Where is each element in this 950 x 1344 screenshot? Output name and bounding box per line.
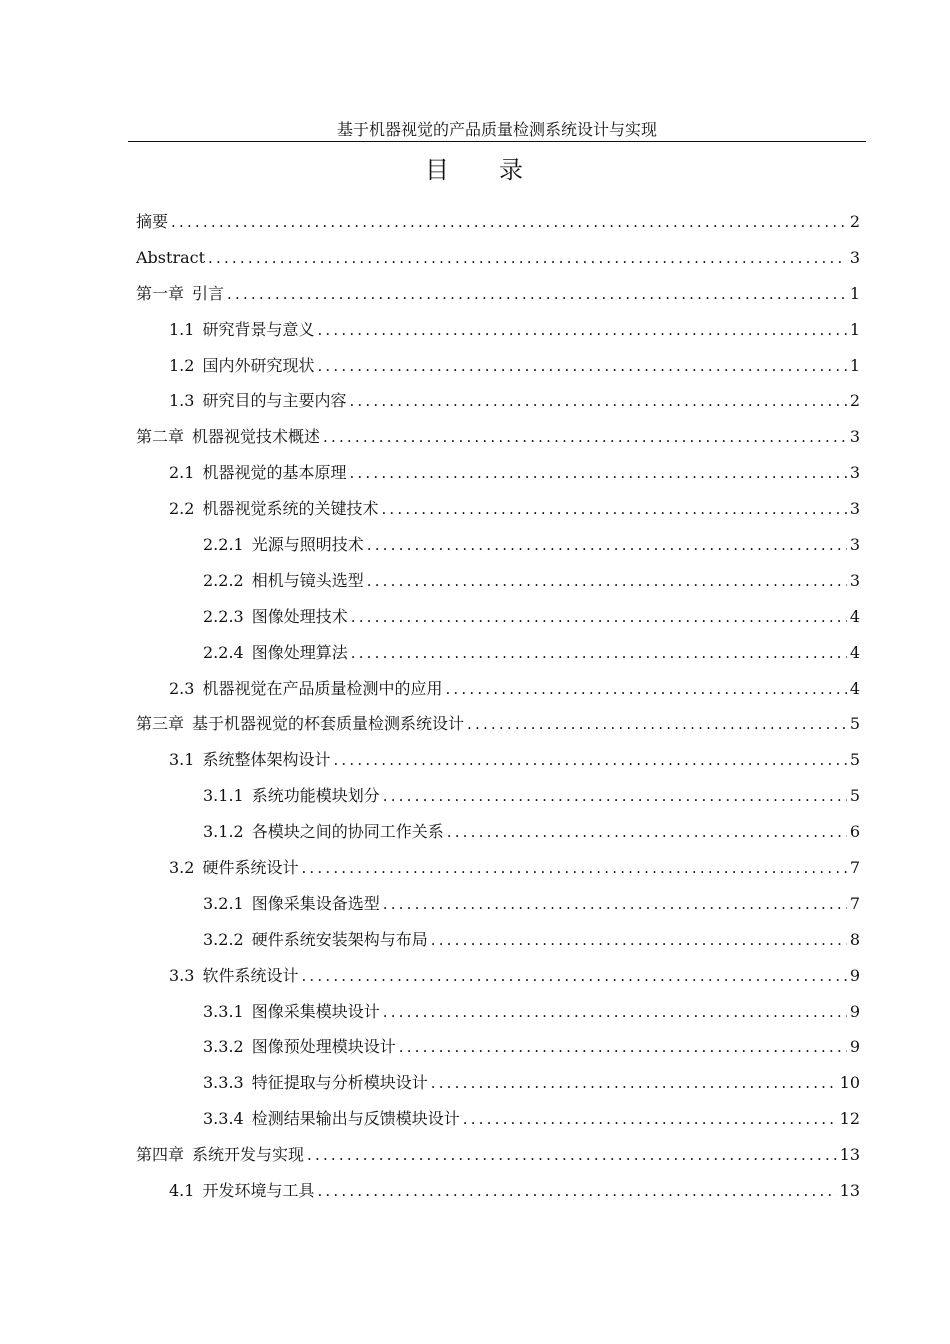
toc-entry-label: 研究背景与意义 [202, 319, 315, 339]
toc-entry-page: 7 [849, 858, 860, 878]
toc-entry-title [136, 706, 464, 742]
toc-entry[interactable] [0, 240, 950, 276]
toc-entry-number: 3.2 [169, 858, 195, 878]
toc-entry[interactable] [0, 1101, 950, 1137]
toc-list [0, 204, 950, 1209]
toc-entry-label: 各模块之间的协同工作关系 [251, 822, 444, 842]
toc-entry-label: 系统整体架构设计 [202, 750, 331, 770]
running-header: 基于机器视觉的产品质量检测系统设计与实现 [128, 119, 866, 142]
toc-entry[interactable] [0, 778, 950, 814]
toc-dot-leader [381, 492, 846, 528]
toc-entry[interactable] [0, 706, 950, 742]
toc-entry-page: 13 [839, 1145, 860, 1165]
toc-entry-title [169, 1173, 314, 1209]
toc-entry[interactable] [0, 419, 950, 455]
toc-dot-leader [367, 564, 847, 600]
toc-entry-number: 3.1.2 [203, 822, 244, 842]
toc-entry-label: 图像预处理模块设计 [251, 1037, 396, 1057]
toc-entry-page: 1 [849, 283, 860, 303]
toc-entry-number: 2.3 [169, 678, 195, 698]
toc-entry[interactable] [0, 563, 950, 599]
toc-entry-page: 3 [849, 463, 860, 483]
toc-entry-number: 2.2.2 [203, 570, 244, 590]
toc-entry-title [203, 563, 364, 599]
toc-entry-title [169, 348, 314, 384]
toc-dot-leader [351, 600, 847, 636]
toc-entry[interactable] [0, 1173, 950, 1209]
toc-entry-number: 1.3 [169, 391, 195, 411]
toc-entry[interactable] [0, 742, 950, 778]
toc-dot-leader [307, 1138, 837, 1174]
toc-entry[interactable] [0, 455, 950, 491]
toc-dot-leader [431, 1066, 837, 1102]
toc-entry-title [203, 778, 380, 814]
toc-entry-number: 2.2 [169, 499, 195, 519]
toc-entry-title [169, 383, 346, 419]
toc-entry-page: 3 [849, 535, 860, 555]
toc-dot-leader [367, 528, 847, 564]
toc-title [0, 154, 950, 186]
toc-entry[interactable] [0, 527, 950, 563]
toc-entry-label: 基于机器视觉的杯套质量检测系统设计 [192, 714, 465, 734]
toc-entry-title [169, 850, 298, 886]
toc-dot-leader [431, 923, 847, 959]
toc-title-char-1: 目 [425, 156, 451, 184]
toc-entry-title [203, 1065, 428, 1101]
toc-entry-title [169, 742, 330, 778]
toc-dot-leader [301, 959, 846, 995]
toc-entry-page: 3 [849, 499, 860, 519]
toc-entry[interactable] [0, 312, 950, 348]
toc-entry-title [203, 1029, 396, 1065]
toc-entry-title [203, 886, 380, 922]
toc-entry-label: 图像采集设备选型 [251, 893, 380, 913]
toc-entry[interactable] [0, 491, 950, 527]
toc-entry-page: 7 [849, 893, 860, 913]
toc-dot-leader [383, 995, 847, 1031]
toc-dot-leader [399, 1030, 847, 1066]
toc-entry[interactable] [0, 994, 950, 1030]
toc-entry[interactable] [0, 1029, 950, 1065]
toc-entry-page: 9 [849, 1037, 860, 1057]
toc-dot-leader [323, 420, 847, 456]
toc-entry-number: 2.1 [169, 463, 195, 483]
toc-entry-title [136, 1137, 304, 1173]
toc-entry-number: 2.2.4 [203, 642, 244, 662]
toc-entry[interactable] [0, 886, 950, 922]
toc-dot-leader [467, 707, 847, 743]
toc-entry[interactable] [0, 635, 950, 671]
toc-entry-label: 相机与镜头选型 [251, 570, 364, 590]
toc-entry-label: 特征提取与分析模块设计 [251, 1073, 428, 1093]
toc-entry-page: 4 [849, 642, 860, 662]
toc-entry-label: 光源与照明技术 [251, 535, 364, 555]
toc-dot-leader [317, 1174, 836, 1210]
toc-entry-label: 硬件系统设计 [202, 858, 299, 878]
toc-entry[interactable] [0, 814, 950, 850]
toc-dot-leader [349, 456, 846, 492]
toc-entry-page: 6 [849, 822, 860, 842]
toc-entry-title [169, 312, 314, 348]
toc-entry-page: 9 [849, 965, 860, 985]
toc-entry-number: 3.3.3 [203, 1073, 244, 1093]
toc-entry-label: 开发环境与工具 [202, 1181, 315, 1201]
toc-entry-title [203, 635, 348, 671]
toc-entry[interactable] [0, 348, 950, 384]
toc-entry-label: 软件系统设计 [202, 965, 299, 985]
toc-dot-leader [383, 887, 847, 923]
toc-entry[interactable] [0, 204, 950, 240]
toc-entry-number: 3.3.4 [203, 1109, 244, 1129]
toc-entry[interactable] [0, 1137, 950, 1173]
toc-entry-label: 机器视觉系统的关键技术 [202, 499, 379, 519]
toc-entry-label: 图像处理技术 [251, 606, 348, 626]
toc-entry-number: 3.3 [169, 965, 195, 985]
toc-entry-title [203, 922, 428, 958]
toc-entry-label: 机器视觉技术概述 [192, 427, 321, 447]
toc-entry-title [136, 276, 224, 312]
toc-entry-label: 国内外研究现状 [202, 355, 315, 375]
toc-entry-page: 8 [849, 929, 860, 949]
toc-dot-leader [301, 851, 846, 887]
toc-entry-page: 3 [849, 427, 860, 447]
toc-entry-number: 第三章 [136, 714, 185, 734]
toc-entry-label: 研究目的与主要内容 [202, 391, 347, 411]
toc-dot-leader [317, 349, 846, 385]
toc-dot-leader [317, 313, 846, 349]
toc-title-char-2: 录 [499, 156, 525, 184]
toc-dot-leader [463, 1102, 837, 1138]
toc-entry-title [169, 958, 298, 994]
toc-entry-label: 系统功能模块划分 [251, 786, 380, 806]
toc-entry[interactable] [0, 599, 950, 635]
toc-entry-title [203, 527, 364, 563]
toc-dot-leader [445, 672, 846, 708]
toc-dot-leader [383, 779, 847, 815]
toc-entry-label: 摘要 [136, 212, 169, 231]
toc-entry-number: 2.2.1 [203, 535, 244, 555]
toc-entry-number: 第二章 [136, 427, 185, 447]
toc-entry-page: 12 [839, 1109, 860, 1129]
toc-entry-label: 硬件系统安装架构与布局 [251, 929, 428, 949]
toc-entry-page: 1 [849, 319, 860, 339]
toc-entry-number: 4.1 [169, 1181, 195, 1201]
toc-entry-title [169, 671, 442, 707]
toc-entry-title [203, 814, 444, 850]
toc-dot-leader [351, 636, 847, 672]
toc-entry-title [136, 240, 205, 276]
toc-entry-number: 2.2.3 [203, 606, 244, 626]
toc-entry-title [169, 491, 378, 527]
toc-entry[interactable] [0, 1065, 950, 1101]
toc-entry-label: 图像处理算法 [251, 642, 348, 662]
toc-dot-leader [333, 743, 846, 779]
toc-entry-number: 1.1 [169, 319, 195, 339]
toc-entry-title [203, 599, 348, 635]
toc-entry-number: 3.1 [169, 750, 195, 770]
toc-entry-label: 机器视觉在产品质量检测中的应用 [202, 678, 443, 698]
toc-entry[interactable] [0, 276, 950, 312]
toc-entry-title [136, 204, 168, 240]
toc-entry-title [203, 1101, 460, 1137]
toc-entry-page: 2 [849, 391, 860, 411]
toc-entry-number: 3.2.2 [203, 929, 244, 949]
toc-entry-number: 3.3.2 [203, 1037, 244, 1057]
toc-entry-label: 引言 [192, 283, 225, 303]
toc-entry-number: 3.2.1 [203, 893, 244, 913]
toc-entry-number: 3.3.1 [203, 1001, 244, 1021]
toc-entry-title [203, 994, 380, 1030]
toc-entry-page: 9 [849, 1001, 860, 1021]
toc-entry-page: 4 [849, 606, 860, 626]
toc-entry-title [136, 419, 320, 455]
toc-entry-page: 10 [839, 1073, 860, 1093]
toc-entry-page: 13 [839, 1181, 860, 1201]
toc-entry[interactable] [0, 958, 950, 994]
toc-entry-page: 2 [849, 212, 860, 231]
toc-entry-page: 3 [849, 247, 860, 267]
toc-dot-leader [171, 205, 847, 241]
toc-entry-label: Abstract [136, 247, 206, 267]
toc-entry-page: 1 [849, 355, 860, 375]
toc-entry-label: 检测结果输出与反馈模块设计 [251, 1109, 460, 1129]
toc-entry-number: 第一章 [136, 283, 185, 303]
toc-dot-leader [208, 241, 847, 277]
toc-entry-number: 第四章 [136, 1145, 185, 1165]
toc-entry[interactable] [0, 671, 950, 707]
toc-entry[interactable] [0, 922, 950, 958]
toc-entry-label: 机器视觉的基本原理 [202, 463, 347, 483]
toc-entry-page: 5 [849, 750, 860, 770]
toc-entry-page: 5 [849, 786, 860, 806]
toc-dot-leader [227, 277, 847, 313]
toc-entry-page: 4 [849, 678, 860, 698]
toc-entry-number: 1.2 [169, 355, 195, 375]
toc-entry-label: 图像采集模块设计 [251, 1001, 380, 1021]
toc-dot-leader [447, 815, 847, 851]
toc-entry-title [169, 455, 346, 491]
toc-dot-leader [349, 384, 846, 420]
toc-entry[interactable] [0, 383, 950, 419]
toc-entry-number: 3.1.1 [203, 786, 244, 806]
toc-entry-label: 系统开发与实现 [192, 1145, 305, 1165]
toc-entry[interactable] [0, 850, 950, 886]
toc-entry-page: 5 [849, 714, 860, 734]
toc-entry-page: 3 [849, 570, 860, 590]
